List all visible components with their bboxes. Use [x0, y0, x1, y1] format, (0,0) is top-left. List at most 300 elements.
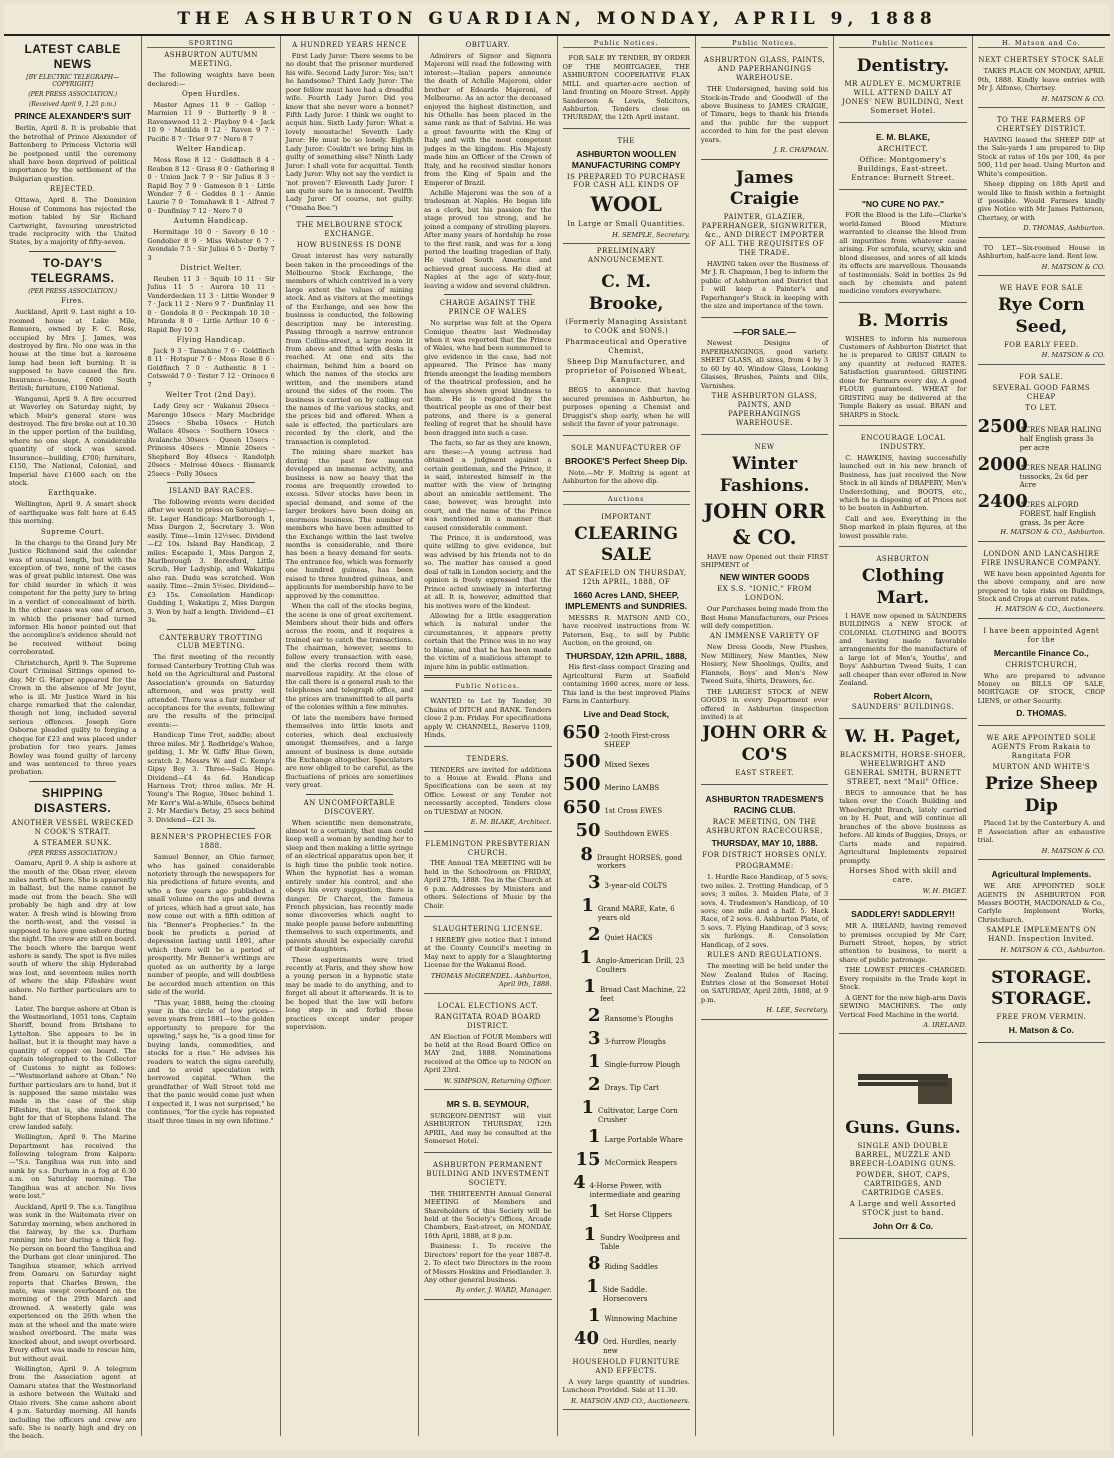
advert [424, 835, 551, 918]
article-paragraph: First Lady Juror: There seems to be no doubt that the prisoner murdered his wife. Second Lady Juror: Yes; isn't he handsome? Third Lady Juror: The poor fellow must have had a dreadful wife. Fourth Lady Juror: Did you know that she never wore a bonnet? Fifth Lady Juror: I think we ought to acquit him. Sixth Lady Juror: What a lovely moustache! Seventh Lady Juror: He must be so lonely. Eighth Lady Juror: Couldn't we bring him in guilty of something else? Ninth Lady Juror: I shall vote for acquittal. Tenth Lady Juror: Why not say the verdict is 'not proven'? Eleventh Lady Juror: I am quite sure he is innocent. Twelfth Lady Juror: Of course, not guilty. ("Omaha Bee.") [285, 51, 414, 212]
advert-text: TO LET. [1025, 403, 1058, 412]
advert-heading: E. M. BLAKE, [876, 131, 930, 142]
advert-heading: JOHN ORR & CO. [703, 499, 826, 549]
advert-signature: H. MATSON & CO. [1041, 94, 1105, 103]
list-item [563, 975, 690, 1004]
advert-text: A Large and well Assorted STOCK just to hand. [849, 1199, 957, 1217]
advert-heading: LOCAL ELECTIONS ACT. [437, 1001, 539, 1010]
advert-text: ASHBURTON [876, 555, 930, 564]
item-text: 4-Horse Power, with intermediate and gearing [589, 1182, 681, 1200]
shipping-assoc: (PER PRESS ASSOCIATION.) [28, 849, 118, 857]
advert-heading: Live and Dead Stock, [583, 708, 669, 719]
advert-text: AN IMMENSE VARIETY OF [709, 632, 820, 641]
advert-text: EX S.S. "IONIC," FROM LONDON. [717, 585, 813, 603]
item-text: Cultivator, Large Corn Crusher [598, 1107, 678, 1125]
advert [701, 788, 828, 1020]
headline: PRINCE ALEXANDER'S SUIT [14, 111, 131, 122]
item-number: 500 [562, 751, 601, 773]
item-number: 1 [587, 1201, 601, 1223]
item-text: Sundry Woolpress and Table [600, 1234, 680, 1252]
advert-signature: H. MATSON & CO. [1041, 846, 1105, 855]
list-item [978, 490, 1105, 528]
item-text: Drays. Tip Cart [604, 1084, 659, 1093]
livestock-list [563, 721, 690, 1356]
item-number: 1 [581, 1097, 594, 1119]
column-heading: Public Notices. [563, 39, 690, 48]
weights-list: Moss Rose 8 12 · Goldfinch 8 4 · Reuben 8 12 · Grass 8 0 · Gathering 8 0 · Union Jack 7 9 · Sir Julius 8 3 · Rapid Boy 7 9 · Gameson 8 1 · Little Wonder 7 6 · Geddes 8 1 · Annie Laurie 7 0 · Tomahawk 8 1 · Alfred 7 0 · Dunfinlay 7 12 · Nero 7 0 [147, 156, 275, 215]
list-item [978, 415, 1105, 453]
column-heading: H. Matson and Co. [978, 39, 1105, 48]
advert-heading: THURSDAY, MAY 10, 1888. [711, 838, 818, 849]
list-item [563, 1050, 690, 1073]
list-item [563, 1125, 690, 1148]
advert-text: PROGRAMME: [735, 862, 794, 871]
item-text: Draught HORSES, good workers [596, 853, 682, 871]
advert-signature: By order, J. WARD, Manager. [455, 1286, 552, 1295]
advert-text: SINGLE AND DOUBLE BARREL, MUZZLE AND BREECH-LOADING GUNS. [849, 1142, 957, 1169]
article-paragraph: Auckland, April 9. The s.s. Tangihua was sunk in the Waitemata river on Saturday morning, when anchored in the fairway, by the s.s. Durham running into her during a thick fog. No person on board the Tangihua and the Durham got clear uninjured. The Tangihua steamer, which arrived from Oamaru on Saturday night reports that Charles Brown, the mate, was swept overboard on the morning of the 29th March and drowned. A westerly gale was experienced on the 26th when the man at the wheel and the mate were washed overboard. The mate was knocked about, and swept overboard. Every effort was made to rescue him, but without avail. [9, 1202, 137, 1363]
item-number: 8 [580, 843, 593, 865]
advert-text: HAVE now Opened out their FIRST SHIPMENT of [700, 552, 829, 569]
advert-heading: 1660 Acres LAND, SHEEP, IMPLEMENTS and SUNDRIES. [565, 590, 688, 611]
item-number: 1 [587, 1051, 601, 1073]
item-text: ACRES NEAR HALING half English grass 3s per acre [1019, 425, 1102, 452]
list-item [563, 843, 690, 872]
column-6 [696, 36, 834, 1436]
advert-heading: JOHN ORR & CO'S [702, 723, 827, 766]
advert-text: The meeting will be held under the New Zealand Rules of Racing. Entries close at the Somerset Hotel on SATURDAY, April 28th, 1888, at 9 p.m. [700, 962, 829, 1004]
headline: A HUNDRED YEARS HENCE [292, 41, 407, 49]
headline: A STEAMER SUNK. [33, 838, 112, 847]
advert-heading: ASHBURTON GLASS, PAINTS, AND PAPERHANGINGS WAREHOUSE. [703, 56, 826, 83]
list-item [563, 1073, 690, 1096]
advert-text: NEW [754, 442, 775, 451]
advert-signature: J. R. CHAPMAN. [773, 146, 829, 155]
advert-signature: H. Matson & Co. [1008, 1025, 1074, 1036]
advert-text: MR AUDLEY E. MCMURTRIE WILL ATTEND DAILY AT JONES' NEW BUILDING, Next Somerset Hotel. [842, 80, 964, 115]
item-number: 2000 [977, 453, 1028, 475]
advert-heading: "NO CURE NO PAY." [861, 198, 945, 209]
item-text: Mixed Sexes [604, 761, 650, 770]
advert [563, 439, 690, 493]
item-text: 1st Cross EWES [604, 807, 663, 816]
advert-heading: Guns. Guns. [845, 1118, 961, 1139]
advert-text: New Dress Goods, New Plushes, New Millinery, New Mantles, New Hosiery, New Shoolings, Quilts, and Flannels, Boys' and Men's New Tweed Suits, Shirts, Drawers, &c. [700, 643, 829, 686]
advert-signature: H. SEMPLE, Secretary. [612, 230, 690, 239]
advert [978, 241, 1105, 276]
advert-heading: Winter Fashions. [719, 453, 810, 496]
advert-text: BEGS to announce that he has taken over the Coach Building and Wheelwright Branch, lately carried on by H. Peat, and will continue all branches of the above business as before. All kinds of Buggies, Drays, or Carts made and repaired. Agricultural Implements repaired promptly. [839, 789, 967, 865]
item-number: 2500 [977, 415, 1028, 437]
column-heading: Public Notices [839, 39, 966, 48]
telegrams-heading: TO-DAY'S TELEGRAMS. [30, 255, 115, 286]
advert-text: THE LOWEST PRICES CHARGED. Every requisite in the Trade kept in Stock. [839, 966, 967, 992]
headline: ISLAND BAY RACES. [169, 487, 254, 495]
advert-signature: Robert Alcorn, [873, 690, 933, 701]
advert-text: A GENT for the new high-arm Davis SEWING MACHINES. The only Vertical Feed Machine in the world. [839, 993, 967, 1019]
advert [978, 963, 1105, 1043]
article-paragraph: The following events were decided after we went to press on Saturday:— St. Leger Handicap: Marlborough 1, Miss Dargon 2, Secretary 3. Won easily. Time—1min 12½sec. Dividend—£2 10s. Island Bay Handicap, 2 miles: Escapade 1, Miss Dargon 2, Marlborough 3. Beresford, Little Scrub, Her Ladyship, and Wakatipu also ran. Dudu was scratched. Won easily. Time—2min 5½sec. Dividend—£3 15s. Consolation Handicap: Gudding 1, Wakatipu 2, Miss Dargon 3. Won by half a length. Dividend—£1 3s. [147, 497, 275, 625]
advert-text: IMPORTANT [601, 512, 652, 521]
advert-heading: TENDERS. [466, 754, 510, 763]
advert [978, 622, 1105, 726]
advert-text: MESSRS R. MATSON AND CO., have received instructions from W. Paterson, Esq., to sell by Public Auction, on the ground, on [562, 613, 690, 648]
advert-text: WISHES to inform his numerous Customers of Ashburton District that he is prepared to GRIST GRAIN to any quantity at reduced RATES. Satisfaction guaranteed. GRISTING done for Farmers every day. A good FLOUR guaranteed. WHEAT for GRISTING may be delivered at the Temple Bakery as usual. BRAN and SHARPS in Stock. [839, 334, 967, 419]
advert-heading: HOUSEHOLD FURNITURE AND EFFECTS. [572, 1358, 680, 1375]
list-item [563, 1327, 690, 1356]
advert [701, 163, 828, 318]
farm-list [978, 415, 1105, 529]
advert-subheading: RANGITATA ROAD BOARD DISTRICT. [434, 1012, 541, 1030]
cable-dateline: (Received April 9, 1.25 p.m.) [29, 100, 117, 108]
advert [978, 51, 1105, 108]
list-item [563, 1304, 690, 1327]
advert [978, 279, 1105, 365]
article-paragraph: In the charge to the Grand Jury Mr Justice Richmond said the calendar was of unusual length, but with the exception of two, none of the cases was of great public interest. One was for child murder in which it was competent for the petty jury to bring in a verdict of concealment of birth. In the other cases was one of arson, in which the prisoner had turned informer. His honor pointed out that the accomplice's evidence should not be received without being corroborated. [9, 538, 137, 657]
advert-heading: LONDON AND LANCASHIRE FIRE INSURANCE COMPANY. [981, 549, 1102, 567]
headline: Autumn Handicap. [173, 217, 249, 226]
item-text: ACRES ALFORD FOREST, half English grass, 3s per Acre [1019, 501, 1096, 528]
article-paragraph: Wanganui, April 9. A fire occurred at Waverley on Saturday night, by which Moir's general store was destroyed. The fire broke out at 10.30 in the upper portion of the building, where no one slept. A considerable quantity of stock was saved. Insurance—building, £700; furniture, £150, The National, Colonial, and Imperial have £1600 each on the stock. [9, 394, 137, 488]
masthead [4, 4, 1110, 36]
advert-signature: A. IRELAND. [923, 1020, 967, 1029]
cable-news-heading: LATEST CABLE NEWS [24, 42, 121, 72]
item-text: Merino LAMBS [604, 784, 660, 793]
columns [4, 36, 1110, 1441]
list-item [563, 750, 690, 773]
advert-heading: Agricultural Implements. [991, 869, 1092, 880]
advert-text: Sheep dipping on 18th April and would like to finish within a fortnight if possible. Would Farmers kindly give Notice with Mr James Patterson, Chertsey, or with [977, 180, 1105, 222]
advert-heading: —FOR SALE.— [733, 326, 796, 337]
advert [424, 750, 551, 832]
advert-signature: D. THOMAS, Ashburton. [1023, 224, 1105, 233]
item-text: Set Horse Clippers [604, 1211, 672, 1220]
advert-text: I HEREBY give notice that I intend at the County Council's meeting in May next to apply for a Slaughtering License for the Wakanui Road. [424, 936, 552, 970]
advert [839, 1037, 966, 1238]
item-number: 650 [562, 722, 601, 744]
column-5 [558, 36, 696, 1436]
list-item [563, 1200, 690, 1223]
advert-text: FREE FROM VERMIN. [996, 1013, 1087, 1022]
advert-text: POWDER, SHOT, CAPS, CARTRIDGES, AND CARTRIDGE CASES. [855, 1171, 951, 1197]
article-paragraph: The first meeting of the recently formed Canterbury Trotting Club was held on the Agricultural and Pastoral Association's grounds on Saturday afternoon, and was pretty well attended. There was a fair number of acceptances for the events, following are the results of the principal events:— [147, 653, 275, 729]
weights-list: Jack 9 3 · Tamahine 7 6 · Goldfinch 8 11 · Hotspur 7 6 · Moss Rose 8 6 · Goldfinch 7 0 · Authentic 8 1 · Cotswold 7 0 · Tester 7 12 · Orinoco 6 7 [147, 346, 275, 389]
advert-heading: Mercantile Finance Co., [993, 647, 1089, 658]
headline: HOW BUSINESS IS DONE [296, 241, 403, 250]
list-item [563, 773, 690, 796]
advert-text: I HAVE now opened in SAUNDERS BUILDINGS a NEW STOCK of COLONIAL CLOTHING and BOOTS and having made favorable arrangements for the manufacture of a large lot of Men's, Youths', and Boys' Ashburton Tweed Suits, I can sell cheaper than ever offered in New Zealand. [839, 611, 967, 688]
article-paragraph: Wellington, April 9. A telegram from the Association agent at Oamaru states that the Westmorland is ashore between the Waitaki and Otaio rivers. She came ashore about 4 p.m. Saturday morning. All hands including the officers and crew are safe. She is nearly high and dry on the beach. [9, 1364, 137, 1441]
advert-heading: Rye Corn Seed, [997, 295, 1085, 337]
advert-text: ARCHITECT. [877, 144, 929, 153]
list-item [563, 894, 690, 923]
advert-text: SURGEON-DENTIST will visit ASHBURTON THURSDAY, 12th APRIL, And may be consulted at the Somerset Hotel. [424, 1112, 552, 1146]
item-number: 2 [587, 1074, 601, 1096]
advert-text: TO LET—Six-roomed House in Ashburton, half-acre land. Rent low. [977, 243, 1105, 261]
advert [978, 545, 1105, 619]
advert-heading: WOOL [590, 192, 662, 217]
advert-text: Placed 1st by the Canterbury A. and P. Association after an exhaustive trial. [977, 819, 1105, 845]
advert-heading: SADDLERY! SADDLERY!! [851, 909, 955, 920]
advert-signature: R. MATSON AND CO., Auctioneers. [571, 1396, 690, 1405]
advert-text: Business: 1. To receive the Directors' report for the year 1887-8. 2. To elect two Directors in the room of Messrs Hoskins and Friedlander. 3. Any other general business. [424, 1242, 552, 1285]
article-paragraph: Oamaru, April 9. A ship is ashore at the mouth of the Oban river, eleven miles north of here. She is apparently in ballast, but the name cannot be made out from the beach. She will probably be high and dry at low water. A fresh wind is blowing from the north-west, and the vessel is supposed to have gone ashore during the night. The crew are still on board. The beach where the barque went ashore is sandy. The spot is five miles south of where the ship Hyderabad was lost, and seventeen miles north of where the ship Fifeshire went ashore. No further particulars are to hand. [9, 859, 137, 1003]
advert-text: IS PREPARED TO PURCHASE FOR CASH ALL KINDS OF [566, 172, 686, 190]
advert-text: Note.—Mr F. Moltrig is agent at Ashburton for the above dip. [562, 468, 690, 485]
advert-signature: H. MATSON & CO. [1041, 262, 1105, 271]
headline: BENNER'S PROPHECIES FOR 1888. [150, 833, 272, 851]
advert-text: I have been appointed Agent for the [983, 626, 1100, 644]
item-number: 8 [587, 1253, 601, 1275]
advert-text: (Formerly Managing Assistant to COOK and SONS.) [565, 317, 688, 335]
article-paragraph: Auckland, April 9. Last night a 10-roomed house at Lake Mile, Remuera, owned by F. C. Ross, occupied by Mrs J. James, was destroyed by fire. No one was in the house at the time but a kerosene lamp had been left burning. It is supposed to have caused the fire. Insurance—house, £600 South British; furniture, £100 National. [9, 308, 137, 393]
item-text: Single-furrow Plough [604, 1061, 681, 1070]
divider [424, 675, 551, 678]
divider [167, 629, 254, 630]
advert [978, 368, 1105, 542]
headline: REJECTED. [49, 185, 96, 194]
item-number: 1 [587, 1305, 601, 1327]
advert [701, 321, 828, 435]
advert-text: RACE MEETING, ON THE ASHBURTON RACECOURSE, [706, 817, 823, 835]
headline: Earthquake. [48, 489, 98, 498]
advert [424, 1156, 551, 1300]
advert-heading: B. Morris [857, 310, 949, 331]
item-text: Southdown EWES [604, 830, 669, 839]
advert [424, 920, 551, 994]
item-number: 1 [583, 976, 597, 998]
article-paragraph: No surprise was felt at the Opera Comique theatre last Wednesday when it was reported that the Prince of Wales, who had been summoned to give evidence in the case, had not appeared. The Prince has many friends amongst the leading members of the theatrical profession, and he has always shown great kindness to them. He is regarded by the theatrical people as one of their best patrons, and there is a general feeling of regret that he should have been dragged into such a case. [424, 319, 552, 437]
advert-text: His first-class compact Grazing and Agricultural Farm at Seafield containing 1660 acres, more or less. This land is the best improved Plains Farm in Canterbury. [562, 663, 690, 706]
weights-list: Lady Grey scr · Wakanui 20secs · Marengo 10secs · Mary Macbridge 25secs · Sheba 10secs · Hutch Wallace 40secs · Southern 10secs · Avalanche 30secs · Queen 15secs · Princess 40secs · Minnie 20secs · Shepherd Boy 40secs · Randolph 20secs · Melrose 40secs · Bismarck 25secs · Polly 30secs [147, 402, 275, 478]
headline: Flying Handicap. [176, 335, 246, 344]
article-paragraph: Later. The barque ashore at Oban is the Westmorland, 1051 tons, Captain Sheriff, bound from Brisbane to Lyttelton. She appears to be in ballast, but it is thought may have a quantity of copper on board. The captain telegraphed to the Collector of Customs to night as follows:—"Westmorland ashore at Oban." No further particulars are to hand, but it is supposed the same mistake was made in the case of the ship Fifeshire, that is, she mistook the light for that of Stephens Island. The crew landed safely. [9, 1004, 137, 1131]
advert-text: BLACKSMITH, HORSE-SHOER, WHEELWRIGHT AND GENERAL SMITH, BURNETT STREET, next "Mail" Office. [839, 751, 967, 787]
advert-text: SAMPLE IMPLEMENTS ON HAND. Inspection Invited. [986, 926, 1097, 944]
advert [424, 997, 551, 1090]
advert-text: FOR the Blood is the Life—Clarke's world-famed Blood Mixture warranted to cleanse the blood from all impurities from whatever cause arising. For scrofula, scurvy, skin and blood diseases, and sores of all kinds its effects are marvellous. Thousands of testimonials. Sold in bottles 2s 9d each by chemists and patent medicine vendors everywhere. [839, 211, 967, 296]
article-paragraph: "This year, 1888, being the closing year in the circle of low prices—seven years from 1881—to the golden opportunity to prepare for the upswing," says he, "is a good time for buying lands, commodities, and stocks for a rise." He advises his readers to watch the signs carefully, and to avoid speculation with borrowed capital. "When the grandfather of Wall Street told me that the panic would come just when I expected it, I was not surprised," he continues, "for the cycle has repeated itself three times in my own lifetime." [147, 998, 275, 1125]
advert-signature: H. LEE, Secretary. [766, 1006, 829, 1015]
auctions-heading: Auctions [563, 495, 690, 504]
advert [839, 306, 966, 426]
divider [444, 294, 531, 295]
advert-heading: Clothing Mart. [861, 566, 945, 608]
article-paragraph: Wellington, April 9. A smart shock of earthquake was felt here at 6.45 this morning. [9, 500, 137, 526]
advert-text: Newest Designs of PAPERHANGINGS, good variety. SHEET GLASS, all sizes, from 4 by 3 to 60 by 40. Window Glass, Looking Glasses, Brushes, Paints and Oils, Varnishes. [700, 339, 829, 390]
headline: ASHBURTON AUTUMN MEETING. [164, 51, 258, 69]
article-paragraph: Berlin, April 8. It is probable that the betrothal of Prince Alexander of Battenberg to Princess Victoria will be postponed until the ceremony shall have been deprived of political importance by the settlement of the Bulgarian question. [9, 124, 137, 183]
item-number: 50 [575, 820, 601, 842]
article-paragraph: The Prince, it is understood, was quite willing to give evidence, but was advised by his friends not to do so. The matter has caused a good deal of talk in London society, and the opinion is freely expressed that the Prince acted unwisely in interfering at all. It is, however, admitted that his motives were of the kindest. [424, 534, 552, 610]
list-item [563, 1096, 690, 1125]
gun-illustration-icon [848, 1044, 958, 1114]
advert [978, 863, 1105, 959]
headline: District Welter. [180, 263, 242, 272]
advert-text: TAKES PLACE ON MONDAY, APRIL 9th, 1888. Kindly leave entries with Mr J. Alfonso, Chertsey. [977, 67, 1105, 93]
advert-heading: Prize Sheep Dip [984, 773, 1098, 816]
advert-text: SEVERAL GOOD FARMS CHEAP [992, 383, 1091, 401]
advert-text: In Large or Small Quantities. [567, 220, 686, 229]
headline: AN UNCOMFORTABLE DISCOVERY. [303, 798, 396, 816]
item-number: 650 [562, 797, 601, 819]
divider [167, 828, 254, 829]
list-item [563, 871, 690, 894]
article-paragraph: The mining share market has during the past few months developed an immense activity, and business is now so heavy that the rooms are frequently crowded to excess. Silver stocks have been in special demand, and some of the larger brokers have been doing an enormous business. The number of members who have been admitted to the Exchange within the last twelve months is considerable, and there has been a heavy demand for seats. The entrance fee, which was formerly one hundred guineas, has been raised to three hundred guineas, and applicants for membership have to be approved by the committee. [285, 448, 414, 600]
item-number: 2400 [977, 491, 1028, 513]
advert [563, 51, 690, 129]
advert-heading: NEXT CHERTSEY STOCK SALE [978, 56, 1105, 65]
advert-heading: NEW WINTER GOODS [719, 572, 810, 583]
headline: Open Hurdles. [181, 90, 241, 99]
weights-list: Reuben 11 3 · Squib 10 11 · Sir Julius 11 5 · Aurora 10 11 · Vanderdecken 11 3 · Little Wonder 9 7 · Jack 11 2 · Nero 9 7 · Dunfinlay 11 0 · Gondola 8 0 · Peckinpah 10 10 · Miranda 8 0 · Little Arthur 10 6 · Rapid Boy 10 3 [147, 274, 275, 334]
masthead-title: THE ASHBURTON GUARDIAN, MONDAY, APRIL 9, 1888 [177, 9, 937, 29]
list-item [563, 946, 690, 975]
advert-text: THE ASHBURTON GLASS, PAINTS, AND PAPERHANGINGS WAREHOUSE. [711, 392, 818, 427]
advert-signature: D. THOMAS. [1016, 708, 1067, 719]
advert-text: Sheep Dip Manufacturer, and proprietor of Poisoned Wheat, Kanpur. [565, 357, 687, 384]
advert-text: Horses Shod with skill and care. [848, 866, 958, 884]
advert-text: Pharmaceutical and Operative Chemist, [565, 337, 688, 355]
advert-signature: H. MATSON & CO., Auctioneers. [995, 605, 1105, 614]
item-text: Broad Cast Machine, 22 feet [600, 986, 686, 1004]
item-text: 2-tooth First-cross SHEEP [604, 732, 670, 750]
list-item [563, 1027, 690, 1050]
list-item [563, 1171, 690, 1200]
advert-text: MR A. IRELAND, having removed to premises occupied by Mr Carr, Burnett Street, hopes, by strict attention to business, to merit a share of public patronage. [839, 922, 967, 964]
advert-signature: H. MATSON & CO., Ashburton. [1000, 946, 1105, 955]
advert-text: SOLE MANUFACTURER OF [570, 443, 682, 452]
headline: Fires. [60, 297, 85, 306]
advert-text: RULES AND REGULATIONS. [706, 951, 823, 960]
article-paragraph: Admirers of Signor and Signora Majeroni will read the following with interest:—Italian papers announce the death of Achille Majeroni, elder brother of Edoardo Majeroni, of Melbourne. As an actor the deceased enjoyed the highest distinction, and his Othello has been placed in the same rank as that of Salvini. He was a great favourite with the King of Italy and with the most competent judges in the kingdom. His Majesty made him an Officer of the Crown of Italy, and he received similar honors from the King of Spain and the Emperor of Brazil. [424, 51, 552, 187]
advert [563, 267, 690, 435]
advert-text: TENDERS are invited for additions to a House at Ewald. Plans and Specifications can be seen at my Office. Lowest or any Tender not necessarily accepted. Tenders close on TUESDAY at NOON. [424, 765, 552, 816]
advert [839, 429, 966, 547]
item-text: Side Saddle. Horsecovers [602, 1286, 648, 1304]
list-item [563, 796, 690, 819]
advert-heading: FLEMINGTON PRESBYTERIAN CHURCH. [425, 839, 551, 857]
advert-heading: ENCOURAGE LOCAL INDUSTRY. [860, 433, 946, 451]
headline: THE MELBOURNE STOCK EXCHANGE. [296, 221, 403, 239]
list-item [563, 1148, 690, 1171]
headline: Welter Trot (2nd Day). [165, 391, 257, 400]
item-number: 1 [586, 1276, 599, 1298]
telegrams-assoc: (PER PRESS ASSOCIATION.) [28, 287, 118, 295]
item-number: 2 [587, 924, 601, 946]
advert-text: WE ARE APPOINTED SOLE AGENTS IN ASHBURTON FOR Messrs BOOTH, MACDONALD & Co., Carlyle Implement Works, Christchurch. [977, 882, 1105, 924]
advert-text: FOR SALE BY TENDER, BY ORDER OF THE MORTGAGEE, THE ASHBURTON COOPERATIVE FLAX MILL and quarter-acre section of land fronting on Moore Street. Apply Sanderson & Lewis, Solicitors, Ashburton. Tenders close on THURSDAY, the 12th April instant. [562, 54, 690, 122]
advert-text: THE Undersigned, having sold his Stock-in-Trade and Goodwill of the above Business to JAMES CRAIGIE, of Timaru, begs to thank his friends and the public for the support accorded to him for the past eleven years. [700, 85, 829, 144]
item-number: 15 [575, 1149, 601, 1171]
advert-text: Our Purchases being made from the Best Home Manufacturers, our Prices will defy competition. [700, 605, 829, 631]
advert-text: THE THIRTEENTH Annual General MEETING of Members and Shareholders of this Society will be held at the Society's Offices, Arcade Chambers, East-street, on MONDAY, 16th April, 1888, at 8 p.m. [424, 1189, 552, 1240]
advert-heading: ASHBURTON WOOLLEN MANUFACTURING COMPY [571, 148, 681, 170]
cable-assoc: (PER PRESS ASSOCIATION.) [28, 91, 118, 99]
shipping-heading: SHIPPING DISASTERS. [34, 785, 112, 816]
article-paragraph: The following weights have been declared:— [147, 71, 275, 88]
advert-heading: ASHBURTON TRADESMEN'S RACING CLUB. [705, 793, 824, 815]
item-number: 3 [587, 872, 601, 894]
headline: CHARGE AGAINST THE PRINCE OF WALES [439, 299, 536, 317]
list-item [978, 453, 1105, 491]
advert-text: AN Election of FOUR Members will be held at the Road Board Office on MAY 2nd, 1888. Nominations received at the Office up to NOON on April 23rd. [424, 1032, 552, 1075]
headline: CANTERBURY TROTTING CLUB MEETING. [159, 633, 263, 651]
list-item [563, 1004, 690, 1027]
advert [839, 903, 966, 1034]
advert-signature: H. MATSON & CO., Ashburton. [1000, 528, 1105, 537]
advert [839, 193, 966, 303]
advert-signature: John Orr & Co. [872, 1220, 934, 1231]
advert-heading: James Craigie [730, 167, 800, 210]
article-paragraph: Achille Majeroni was the son of a tradesman at Naples. He began life as a clerk, but his passion for the stage proved too strong, and he joined a company of strolling players. After many years of hardship he rose to the first rank, and was for a long period the leading tragedian of Italy. He visited South America and achieved great success. He died at Naples at the age of sixty-four, leaving a widow and several children. [424, 188, 552, 290]
advert-text: Office: Montgomery's Buildings, East-street. Entrance: Burnett Street. [851, 155, 955, 182]
advert-heading: W. H. Paget, [844, 727, 961, 748]
advert-heading: THURSDAY, 12th APRIL, 1888, [565, 650, 687, 661]
advert-text: Who are prepared to advance Money on BILLS OF SALE, MORTGAGE OF STOCK, CROP LIENS, or other Security. [977, 671, 1105, 705]
item-text: Quiet HACKS [604, 934, 653, 943]
advert-signature: W. H. PAGET. [922, 886, 967, 895]
advert-text: SAUNDERS' BUILDINGS. [851, 703, 954, 712]
article-paragraph: Ottawa, April 8. The Dominion House of Commons has rejected the motion tabled by Sir Richard Cartwright, favouring unrestricted trade reciprocity with the United States, by a majority of fifty-seven. [9, 196, 137, 247]
advert [701, 51, 828, 159]
headline: ANOTHER VESSEL WRECKED N COOK'S STRAIT. [11, 818, 134, 836]
advert-heading: FOR SALE. [1019, 372, 1064, 381]
advert-text: THE LARGEST STOCK of NEW GOODS in every Department ever offered in Ashburton (inspection invited) is at [700, 687, 829, 721]
advert-text: PAINTER, GLAZIER, PAPERHANGER, SIGNWRITER, &c., AND DIRECT IMPORTER OF ALL THE REQUISITES OF THE TRADE. [701, 213, 828, 257]
item-text: Anglo-American Drill, 23 Coulters [596, 957, 685, 975]
article-paragraph: These experiments were tried recently at Paris, and they show how a young person in a hypnotic state may be made to do anything, and to forget all about it afterwards. It is to be hoped that the law will before long step in and forbid these practices except under proper supervision. [285, 955, 414, 1032]
advert-text: WE ARE APPOINTED SOLE AGENTS From Rakaia to Rangitata FOR [986, 734, 1097, 761]
advert-heading: STORAGE. STORAGE. [991, 967, 1092, 1010]
list-item [563, 721, 690, 750]
column-2 [142, 36, 280, 1436]
advert-text: HAVING leased the SHEEP DIP at the Sale-yards I am prepared to Dip Stock at rates of 10s per 100, 4s per 500, 11d per head. Using Murton and White's composition. [977, 135, 1105, 178]
column-8 [973, 36, 1110, 1436]
item-text: 3-year-old COLTS [604, 882, 668, 891]
article-paragraph: Handicap Time Trot, saddle; about three miles. Mr J. Redbridge's Wahoo, gelding, 1. Mr W. Giffs' Blue Gown, scratch 2. Messrs W. and C. Kemp's Gipsy Boy 3. Three—Saila Hope. Dividend—£4 4s 6d. Handicap Harness Trot; three miles. Mr H. Young's The Rogue, 30sec behind 1. Mr Kerr's Wal-a-While, 65secs behind 2. Mr Mardie's Betsy, 25 secs behind 3. Dividend—£21 3s. [147, 731, 275, 824]
list-item [563, 819, 690, 842]
item-number: 1 [581, 895, 594, 917]
advert-heading: TO THE FARMERS OF CHERTSEY DISTRICT. [996, 116, 1086, 133]
article-paragraph: When scientific men demonstrate, almost to a certainty, that man could keep well a woman by sending her to sleep and then making a little syringe of an electrical apparatus upon her, it is high time the public took notice. When the hypnotist has a woman entirely under his control, and she obeys his every suggestion, there is danger. Dr Charcot, the famous French physician, has recently made some discoveries which ought to make people pause before submitting themselves to such experiments, and parents should be especially careful of their daughters. [285, 818, 414, 954]
advert-text: MURTON AND WHITE'S [992, 763, 1091, 772]
article-paragraph: Great interest has very naturally been taken in the proceedings of the Melbourne Stock Exchange, the members of which contrived in a very large extent the values of mining stock. And as visitors at the meetings of the Exchange, and see how the business is conducted, the following description may be interesting. Passing through a narrow entrance from Collins-street, a large room lit from above and fitted with desks is reached. At one end sits the chairman, behind him a board on which the names of the stocks are written, and the members stand around the sides of the room. The business is carried on by calling out the names of the various stocks, and the prices bid and offered. When a sale is effected, the particulars are recorded by the clerk, and the transaction is completed. [285, 252, 414, 446]
list-item [563, 1275, 690, 1304]
advert-text: WE have been appointed Agents for the above company, and are now prepared to take risks on Buildings, Stock and Crops at current rates. [977, 569, 1105, 603]
advert [563, 508, 690, 1411]
item-text: Riding Saddles [604, 1263, 658, 1272]
column-heading: Public Notices. [701, 39, 828, 48]
column-heading: SPORTING [147, 39, 274, 48]
advert-text: 1. Hurdle Race Handicap, of 5 sovs; two miles. 2. Trotting Handicap, of 5 sovs; 3 miles. 3. Maiden Plate, of 3 sovs. 4. Tradesmen's Handicap, of 10 sovs; one mile and a half. 5. Hack Race, of 2 sovs. 6. Ashburton Plate, of 5 sovs. 7. Flying Handicap, of 3 sovs; six furlongs. 8. Consolation Handicap, of 2 sovs. [700, 873, 829, 949]
advert-text: FOR DISTRICT HORSES ONLY. [702, 851, 827, 860]
item-text: 3-furrow Ploughs [604, 1038, 666, 1047]
advert [701, 438, 828, 785]
advert-text: WE HAVE FOR SALE [999, 284, 1084, 293]
item-number: 500 [562, 774, 601, 796]
divider [306, 794, 393, 795]
advert-heading: BROOKE'S Perfect Sheep Dip. [564, 455, 688, 466]
headline: PRELIMINARY ANNOUNCEMENT. [588, 247, 665, 265]
list-item [563, 923, 690, 946]
advert [563, 132, 690, 245]
advert-text: HAVING taken over the Business of Mr J. R. Chapman, I beg to inform the public of Ashburton and District that I will keep a Painter's and Paperhanger's Stock in keeping with the size and importance of the town. [700, 259, 829, 311]
advert-heading: Dentistry. [856, 56, 950, 77]
weights-list: Master Agnes 11 9 · Gallop · Marmion 11 9 · Butterfly 9 8 · Ravenswood 11 2 · Playboy 9 4 · Jack 10 9 · Matilda 8 12 · Raven 9 7 · Pacific 8 7 · Trier 9 7 · Nero 8 7 [147, 101, 275, 143]
article-paragraph: When the call of the stocks begins, the scene is one of great excitement. Members shout their bids and offers across the room, and it requires a trained ear to catch the transactions. The chairman, however, seems to follow every transaction with ease, and the clerks record them with marvellous rapidity. At the close of the call there is a general rush to the telephones and telegraph office, and the prices are transmitted to all parts of the colonies within a few minutes. [285, 602, 414, 712]
item-number: 2 [587, 1005, 601, 1027]
